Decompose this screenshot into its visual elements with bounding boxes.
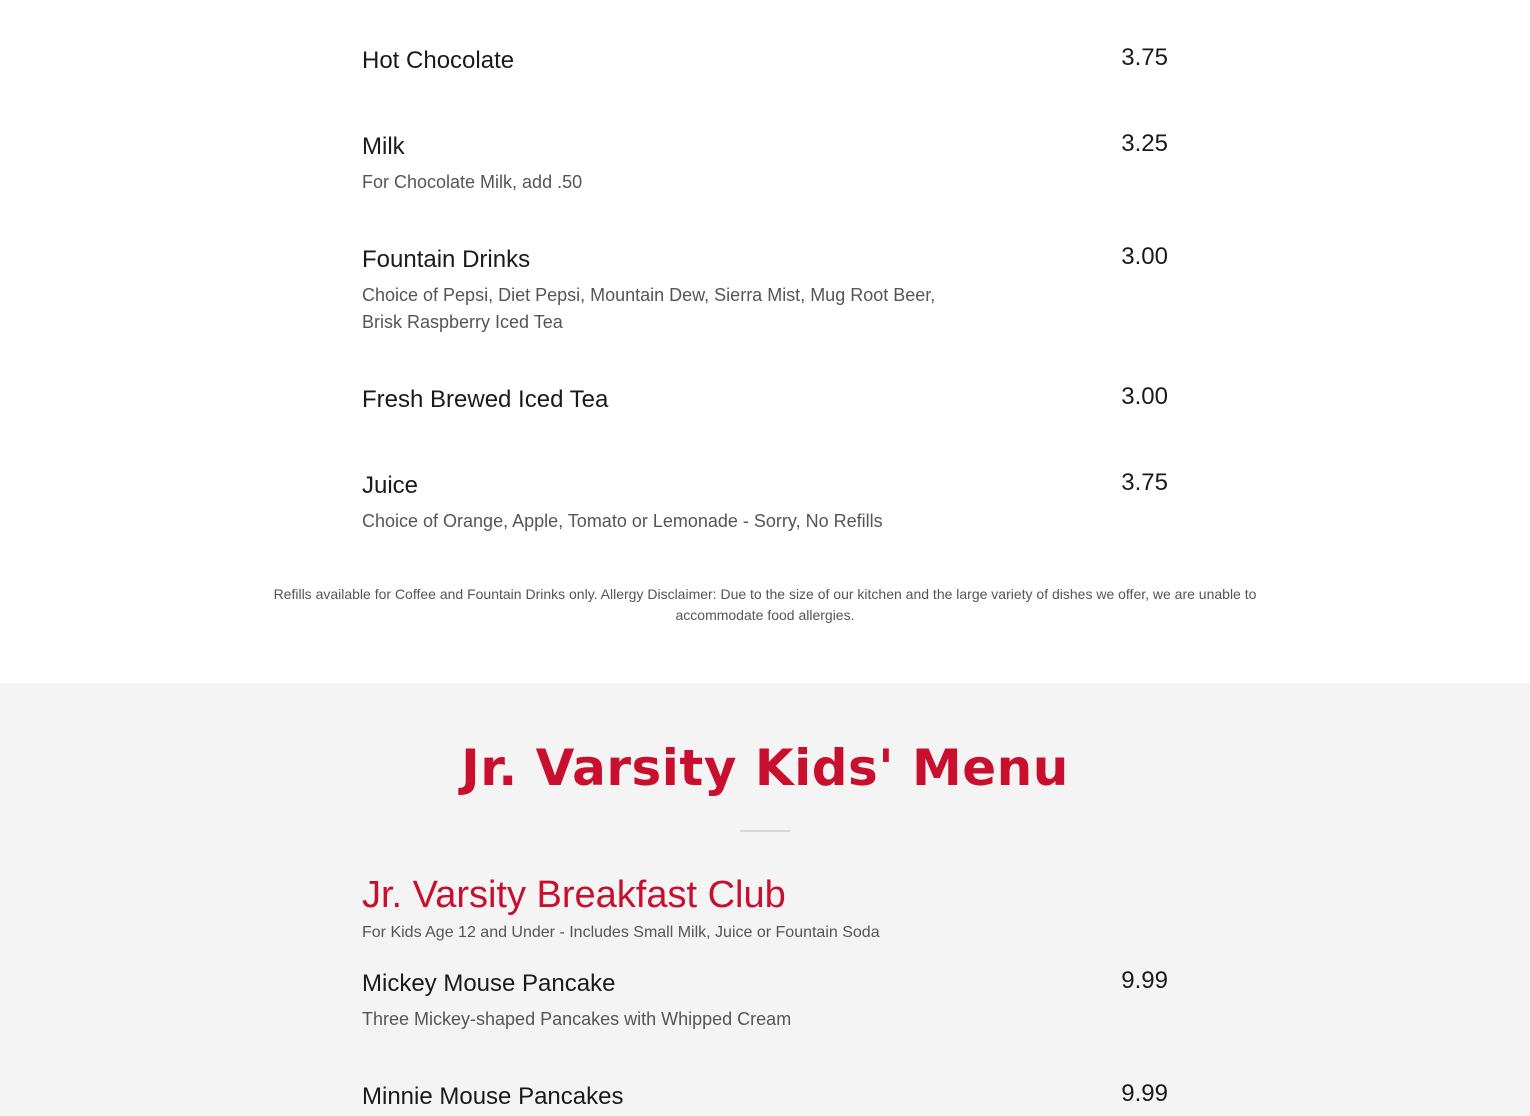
section-divider [740, 830, 790, 832]
menu-item-price: 3.75 [1121, 469, 1168, 496]
menu-item-description: Choice of Orange, Apple, Tomato or Lemonade - Sorry, No Refills [362, 511, 883, 531]
menu-item-name: Minnie Mouse Pancakes [362, 1083, 624, 1110]
menu-item-price: 9.99 [1121, 1080, 1168, 1107]
menu-item-price: 3.00 [1121, 243, 1168, 270]
menu-item-price: 3.75 [1121, 44, 1168, 71]
subsection-note: For Kids Age 12 and Under - Includes Small Milk, Juice or Fountain Soda [362, 924, 880, 941]
menu-item-name: Fresh Brewed Iced Tea [362, 386, 609, 413]
menu-item-description: Choice of Pepsi, Diet Pepsi, Mountain Dew, Sierra Mist, Mug Root Beer, Brisk Raspberry Iced Tea [362, 285, 936, 332]
menu-item-name: Fountain Drinks [362, 246, 531, 273]
menu-item-description: Three Mickey-shaped Pancakes with Whipped Cream [362, 1009, 792, 1029]
menu-item-name: Milk [362, 133, 405, 160]
section-title: Jr. Varsity Kids' Menu [461, 739, 1069, 797]
menu-item-price: 3.00 [1121, 383, 1168, 410]
menu-item-price: 9.99 [1121, 967, 1168, 994]
menu-item-name: Juice [362, 472, 419, 499]
allergy-disclaimer: Refills available for Coffee and Fountain Drinks only. Allergy Disclaimer: Due to the size of our kitchen and the large variety of dishes we offer, we are unable to accommodate food allergies. [273, 586, 1257, 623]
subsection-title: Jr. Varsity Breakfast Club [362, 874, 786, 916]
menu-item-name: Hot Chocolate [362, 47, 515, 74]
kids-menu-section [0, 683, 1530, 1116]
menu-item-description: For Chocolate Milk, add .50 [362, 172, 583, 192]
menu-item-name: Mickey Mouse Pancake [362, 970, 616, 997]
menu-item-price: 3.25 [1121, 130, 1168, 157]
